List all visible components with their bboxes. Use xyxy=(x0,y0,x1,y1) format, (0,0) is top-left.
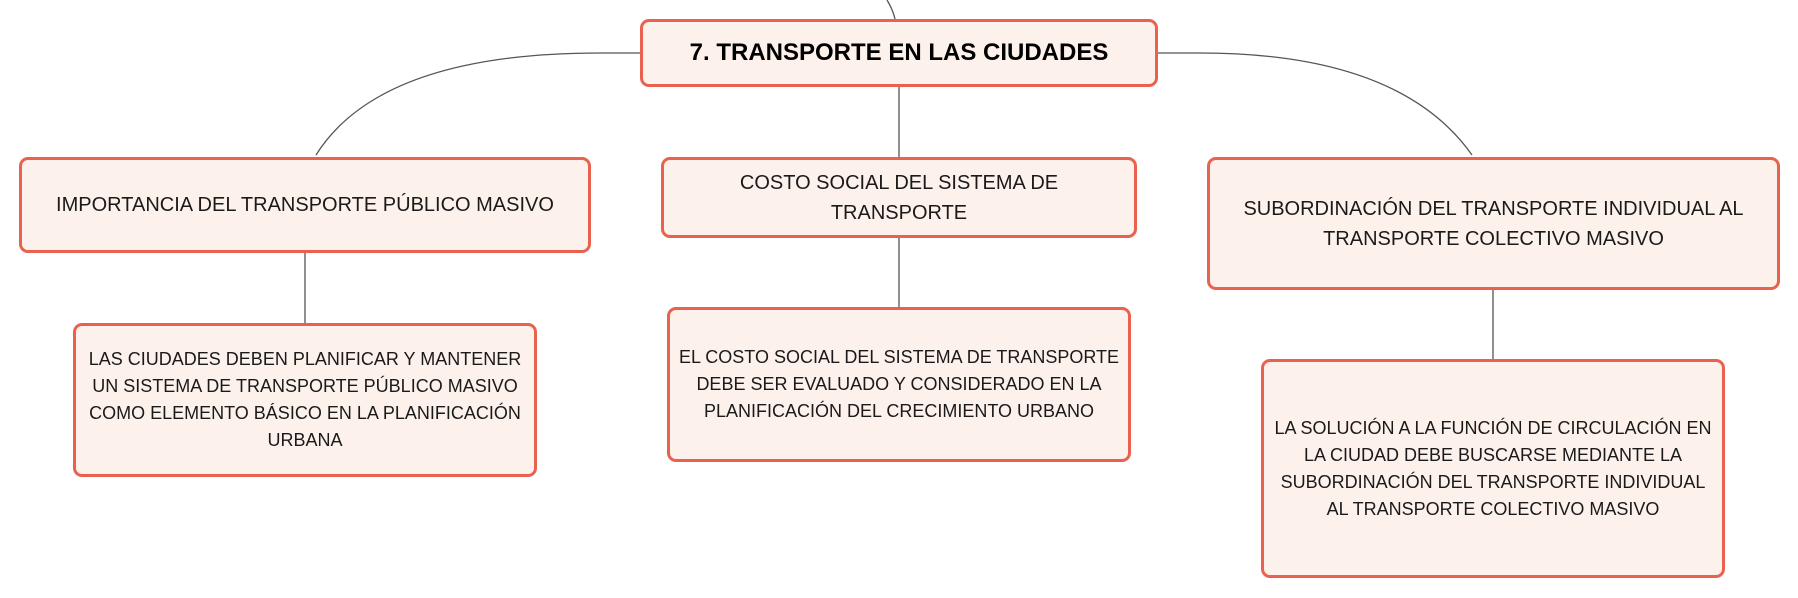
topic-title: SUBORDINACIÓN DEL TRANSPORTE INDIVIDUAL AL TRANSPORTE COLECTIVO MASIVO xyxy=(1243,197,1744,250)
root-title: 7. TRANSPORTE EN LAS CIUDADES xyxy=(689,39,1109,66)
topic-node-social-cost[interactable] xyxy=(661,157,1137,238)
detail-node-subordination[interactable] xyxy=(1261,359,1725,578)
connector-root-to-topic-1 xyxy=(316,53,640,155)
root-node[interactable] xyxy=(640,19,1158,87)
detail-text: EL COSTO SOCIAL DEL SISTEMA DE TRANSPORTE DEBE SER EVALUADO Y CONSIDERADO EN LA PLANIFICACIÓN DEL CRECIMIENTO URBANO xyxy=(678,347,1120,421)
topic-title: COSTO SOCIAL DEL SISTEMA DE TRANSPORTE xyxy=(739,171,1059,224)
connector-from-parent xyxy=(887,0,895,19)
detail-text: LAS CIUDADES DEBEN PLANIFICAR Y MANTENER UN SISTEMA DE TRANSPORTE PÚBLICO MASIVO COMO ELEMENTO BÁSICO EN LA PLANIFICACIÓN URBANA xyxy=(88,349,522,450)
topic-node-subordination[interactable] xyxy=(1207,157,1780,290)
topic-title: IMPORTANCIA DEL TRANSPORTE PÚBLICO MASIVO xyxy=(56,194,554,216)
detail-node-importance[interactable] xyxy=(73,323,537,477)
detail-node-social-cost[interactable] xyxy=(667,307,1131,462)
topic-node-importance[interactable] xyxy=(19,157,591,253)
detail-text: LA SOLUCIÓN A LA FUNCIÓN DE CIRCULACIÓN EN LA CIUDAD DEBE BUSCARSE MEDIANTE LA SUBORDINACIÓN DEL TRANSPORTE INDIVIDUAL AL TRANSPORTE COLECTIVO MASIVO xyxy=(1274,417,1712,519)
connector-root-to-topic-3 xyxy=(1158,53,1472,155)
